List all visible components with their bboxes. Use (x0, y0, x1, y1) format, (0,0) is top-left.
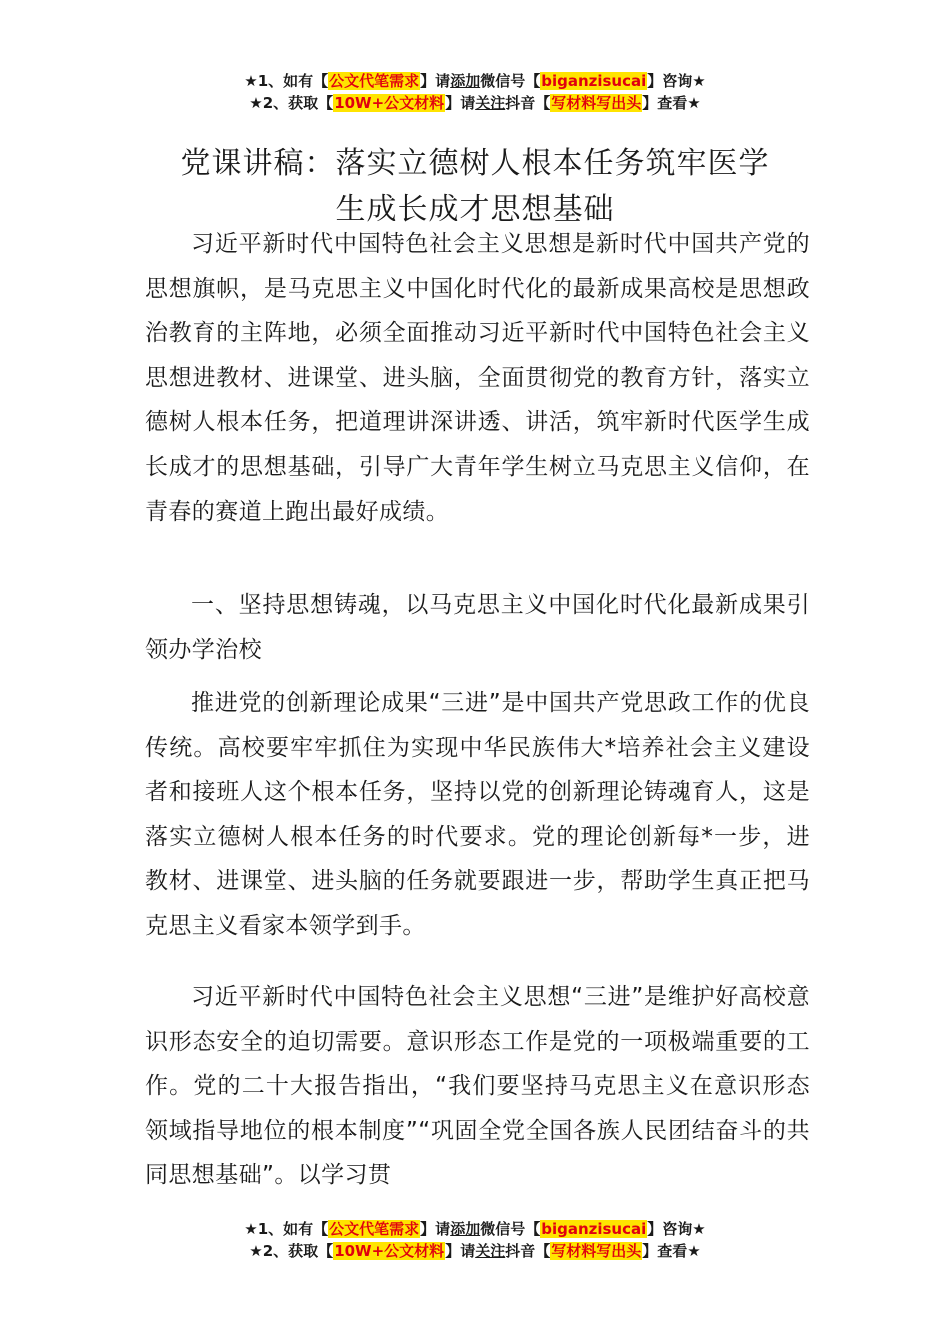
title-line-1: 党课讲稿：落实立德树人根本任务筑牢医学 (180, 146, 770, 182)
notice-highlight: 公文代笔需求 (329, 72, 420, 90)
notice-text: ★2、获取【 (249, 1242, 334, 1260)
notice-line-1 (0, 1218, 950, 1240)
notice-text: 】请 (420, 72, 451, 90)
notice-highlight: 写材料写出头 (551, 1242, 642, 1260)
notice-highlight: 10W+公文材料 (334, 1242, 445, 1260)
notice-text: ★1、如有【 (244, 1220, 329, 1238)
notice-text: 微信号【 (480, 72, 541, 90)
notice-underline: 添加 (450, 1220, 481, 1238)
notice-text: 微信号【 (480, 1220, 541, 1238)
document-title (100, 141, 850, 233)
notice-text: 】请 (445, 94, 476, 112)
notice-line-2 (0, 92, 950, 114)
paragraph-intro: 习近平新时代中国特色社会主义思想是新时代中国共产党的思想旗帜，是马克思主义中国化时代化的最新成果高校是思想政治教育的主阵地，必须全面推动习近平新时代中国特色社会主义思想进教材、进课堂、进头脑，全面贯彻党的教育方针，落实立德树人根本任务，把道理讲深讲透、讲活，筑牢新时代医学生成长成才的思想基础，引导广大青年学生树立马克思主义信仰，在青春的赛道上跑出最好成绩。 (145, 231, 810, 525)
paragraph-body-2: 习近平新时代中国特色社会主义思想“三进”是维护好高校意识形态安全的迫切需要。意识形态工作是党的一项极端重要的工作。党的二十大报告指出，“我们要坚持马克思主义在意识形态领域指导地位的根本制度”“巩固全党全国各族人民团结奋斗的共同思想基础”。以学习贯 (145, 984, 810, 1189)
notice-line-2 (0, 1240, 950, 1262)
notice-text: 】查看★ (642, 1242, 701, 1260)
notice-text: 】请 (420, 1220, 451, 1238)
notice-text: 】请 (445, 1242, 476, 1260)
header-notice (0, 70, 950, 114)
notice-text: 】咨询★ (647, 1220, 706, 1238)
title-line-2: 生成长成才思想基础 (335, 192, 615, 228)
notice-text: 】咨询★ (647, 72, 706, 90)
notice-highlight: 公文代笔需求 (329, 1220, 420, 1238)
notice-underline: 关注 (475, 1242, 506, 1260)
notice-text: 】查看★ (642, 94, 701, 112)
notice-text: ★1、如有【 (244, 72, 329, 90)
notice-text: 抖音【 (505, 94, 551, 112)
notice-text: ★2、获取【 (249, 94, 334, 112)
section-heading-1: 一、坚持思想铸魂，以马克思主义中国化时代化最新成果引领办学治校 (145, 592, 810, 663)
footer-notice (0, 1218, 950, 1262)
notice-highlight: 10W+公文材料 (334, 94, 445, 112)
notice-highlight: 写材料写出头 (551, 94, 642, 112)
notice-highlight: biganzisucai (541, 72, 647, 90)
notice-highlight: biganzisucai (541, 1220, 647, 1238)
notice-underline: 关注 (475, 94, 506, 112)
notice-text: 抖音【 (505, 1242, 551, 1260)
notice-underline: 添加 (450, 72, 481, 90)
paragraph-body-1: 推进党的创新理论成果“三进”是中国共产党思政工作的优良传统。高校要牢牢抓住为实现中华民族伟大*培养社会主义建设者和接班人这个根本任务，坚持以党的创新理论铸魂育人，这是落实立德树人根本任务的时代要求。党的理论创新每*一步，进教材、进课堂、进头脑的任务就要跟进一步，帮助学生真正把马克思主义看家本领学到手。 (145, 690, 810, 939)
notice-line-1 (0, 70, 950, 92)
